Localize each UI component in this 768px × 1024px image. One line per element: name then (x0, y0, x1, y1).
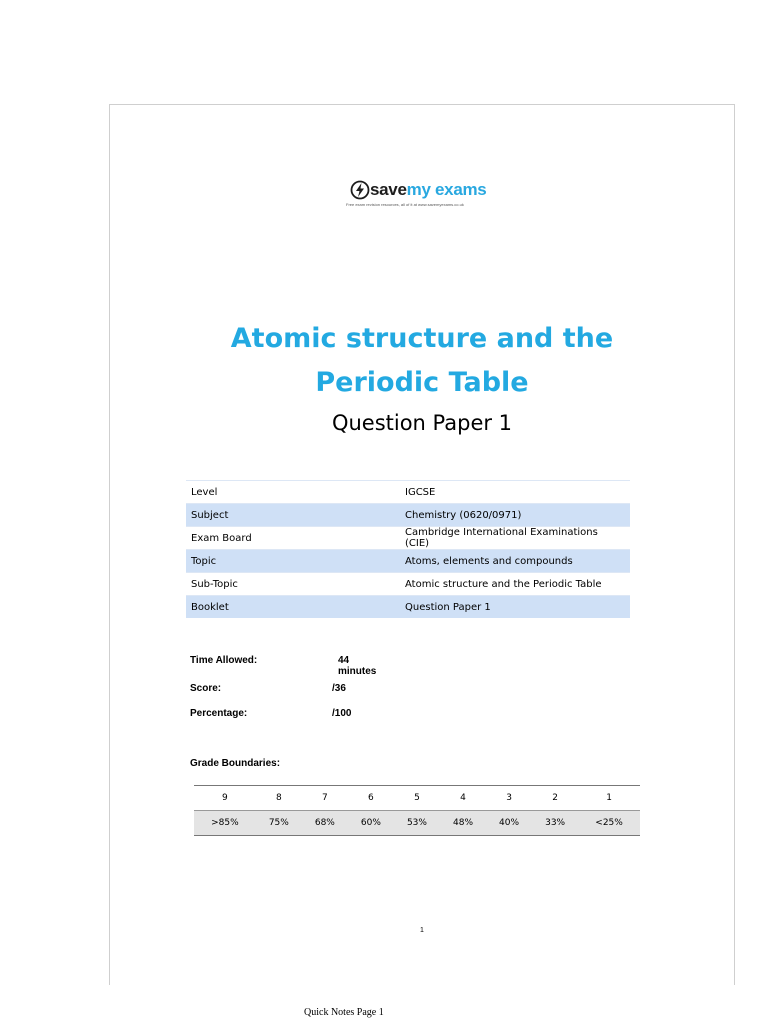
score (190, 683, 346, 694)
score-value: /36 (332, 683, 346, 694)
percentage-cell: 53% (394, 811, 440, 836)
grade-boundaries-table (194, 785, 640, 836)
document-title (110, 317, 734, 405)
save-my-exams-logo (346, 180, 490, 210)
grade-cell: 2 (532, 786, 578, 811)
grade-cell: 7 (302, 786, 348, 811)
grade-cell: 6 (348, 786, 394, 811)
logo-brand-part1: save (370, 180, 407, 199)
logo-brand-part2: my exams (406, 180, 487, 199)
info-value: Chemistry (0620/0971) (400, 504, 630, 527)
lightning-bolt-icon (350, 180, 370, 200)
info-label: Booklet (186, 596, 400, 619)
info-label: Sub-Topic (186, 573, 400, 596)
document-page (109, 104, 735, 985)
grade-cell: 5 (394, 786, 440, 811)
info-label: Topic (186, 550, 400, 573)
logo-tagline: Free exam revision resources, all of it at www.savemyexams.co.uk (346, 202, 464, 207)
time-allowed-label: Time Allowed: (190, 655, 258, 666)
info-label: Exam Board (186, 527, 400, 550)
score-label: Score: (190, 683, 222, 694)
grade-boundaries-label: Grade Boundaries: (190, 758, 281, 769)
info-value: Cambridge International Examinations (CIE) (400, 527, 630, 550)
page-number: 1 (420, 927, 424, 934)
info-value: Question Paper 1 (400, 596, 630, 619)
info-label: Subject (186, 504, 400, 527)
grade-cell: 4 (440, 786, 486, 811)
document-subtitle: Question Paper 1 (331, 411, 513, 435)
info-value: Atomic structure and the Periodic Table (400, 573, 630, 596)
percentage-cell: <25% (578, 811, 640, 836)
grade-cell: 1 (578, 786, 640, 811)
info-row-exam-board (186, 527, 630, 550)
info-row-sub-topic (186, 573, 630, 596)
percentage (190, 708, 352, 719)
percentage-cell: 68% (302, 811, 348, 836)
info-value: IGCSE (400, 481, 630, 504)
time-allowed-value: 44 minutes (338, 655, 377, 677)
info-table (186, 480, 630, 618)
info-row-booklet (186, 596, 630, 619)
title-line-2: Periodic Table (315, 367, 529, 398)
grades-row (194, 786, 640, 811)
grade-cell: 8 (256, 786, 302, 811)
percentage-cell: >85% (194, 811, 256, 836)
logo-brand-text (370, 180, 486, 200)
percentage-cell: 33% (532, 811, 578, 836)
info-value: Atoms, elements and compounds (400, 550, 630, 573)
percentage-label: Percentage: (190, 708, 248, 719)
info-label: Level (186, 481, 400, 504)
info-row-topic (186, 550, 630, 573)
grade-cell: 9 (194, 786, 256, 811)
footer-label: Quick Notes Page 1 (304, 1007, 384, 1018)
info-row-subject (186, 504, 630, 527)
percentage-cell: 75% (256, 811, 302, 836)
percentage-cell: 60% (348, 811, 394, 836)
percentage-cell: 40% (486, 811, 532, 836)
percentage-cell: 48% (440, 811, 486, 836)
info-row-level (186, 481, 630, 504)
time-allowed (190, 655, 377, 677)
grade-cell: 3 (486, 786, 532, 811)
title-line-1: Atomic structure and the (230, 323, 614, 354)
percentage-value: /100 (332, 708, 352, 719)
percentages-row (194, 811, 640, 836)
